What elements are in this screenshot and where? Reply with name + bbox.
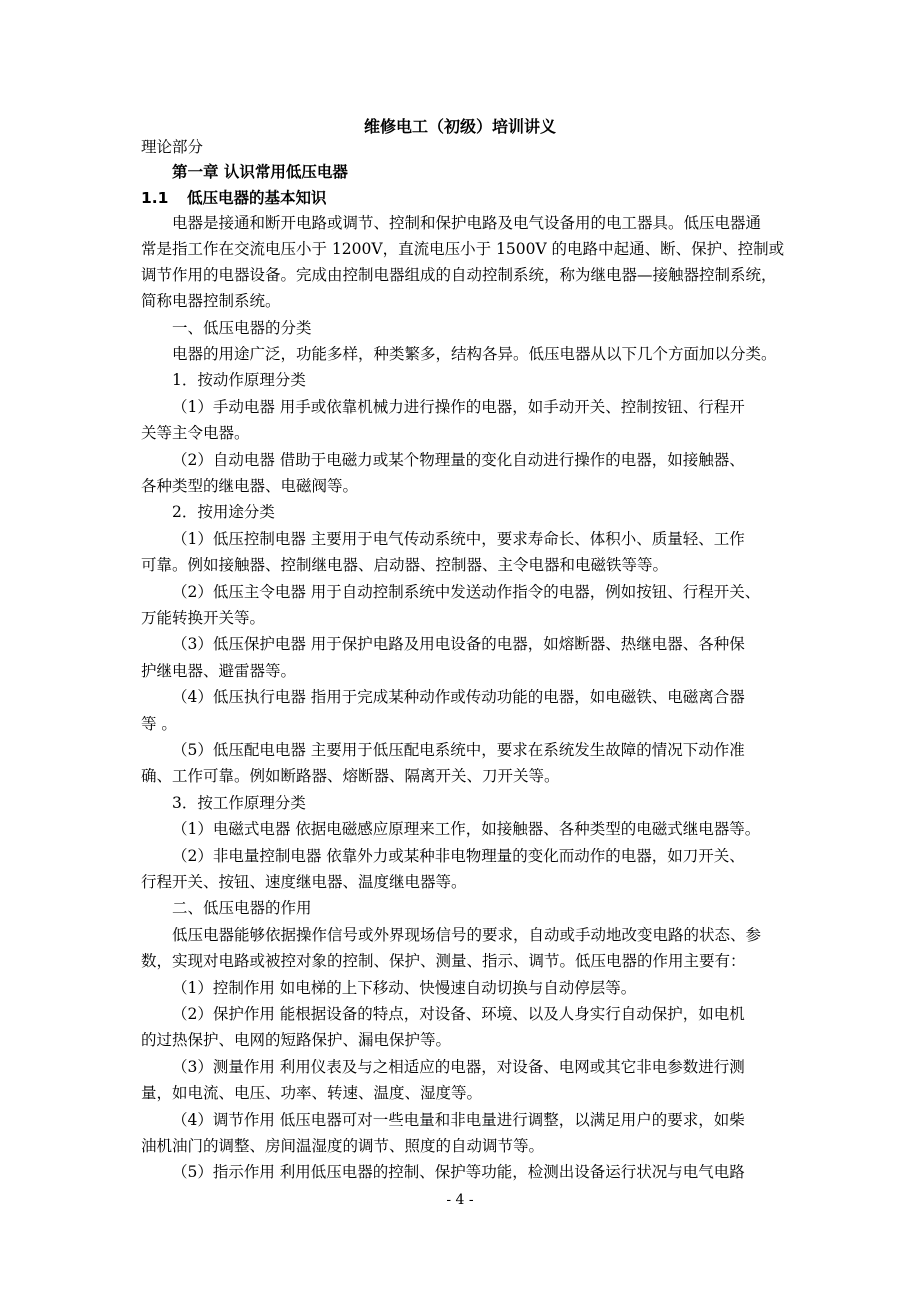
subheading: 二、低压电器的作用: [172, 899, 312, 917]
document-title: 维修电工（初级）培训讲义: [363, 117, 556, 136]
paragraph-line: 电器的用途广泛，功能多样，种类繁多，结构各异。低压电器从以下几个方面加以分类。: [172, 345, 777, 363]
paragraph-line: 关等主令电器。: [141, 424, 250, 442]
paragraph-line: 数，实现对电路或被控对象的控制、保护、测量、指示、调节。低压电器的作用主要有：: [141, 952, 746, 970]
paragraph-line: 低压电器能够依据操作信号或外界现场信号的要求，自动或手动地改变电路的状态、参: [172, 926, 762, 944]
paragraph-line: （3）低压保护电器 用于保护电路及用电设备的电器，如熔断器、热继电器、各种保: [172, 635, 745, 653]
paragraph-line: （3）测量作用 利用仪表及与之相适应的电器，对设备、电网或其它非电参数进行测: [172, 1058, 745, 1076]
paragraph-line: 常是指工作在交流电压小于 1200V，直流电压小于 1500V 的电路中起通、断、保护、控制或: [141, 240, 785, 258]
paragraph-line: 行程开关、按钮、速度继电器、温度继电器等。: [141, 873, 467, 891]
paragraph-line: 护继电器、避雷器等。: [141, 662, 297, 680]
paragraph-line: （2）低压主令电器 用于自动控制系统中发送动作指令的电器，例如按钮、行程开关、: [172, 583, 761, 601]
paragraph-line: 等 。: [141, 715, 177, 733]
paragraph-line: 调节作用的电器设备。完成由控制电器组成的自动控制系统，称为继电器—接触器控制系统，: [141, 266, 777, 284]
paragraph-line: 电器是接通和断开电路或调节、控制和保护电路及电气设备用的电工器具。低压电器通: [172, 214, 762, 232]
paragraph-line: （2）非电量控制电器 依靠外力或某种非电物理量的变化而动作的电器，如刀开关、: [172, 847, 745, 865]
subheading: 1．按动作原理分类: [172, 371, 306, 389]
paragraph-line: 万能转换开关等。: [141, 609, 266, 627]
paragraph-line: 的过热保护、电网的短路保护、漏电保护等。: [141, 1031, 452, 1049]
page-number: - 4 -: [446, 1192, 474, 1208]
paragraph-line: （4）调节作用 低压电器可对一些电量和非电量进行调整，以满足用户的要求，如柴: [172, 1111, 745, 1129]
paragraph-line: （1）电磁式电器 依据电磁感应原理来工作，如接触器、各种类型的电磁式继电器等。: [172, 820, 761, 838]
paragraph-line: 量，如电流、电压、功率、转速、温度、湿度等。: [141, 1084, 483, 1102]
paragraph-line: （1）低压控制电器 主要用于电气传动系统中，要求寿命长、体积小、质量轻、工作: [172, 530, 745, 548]
paragraph-line: 各种类型的继电器、电磁阀等。: [141, 477, 359, 495]
paragraph-line: （2）自动电器 借助于电磁力或某个物理量的变化自动进行操作的电器，如接触器、: [172, 451, 745, 469]
paragraph-line: 确、工作可靠。例如断路器、熔断器、隔离开关、刀开关等。: [141, 767, 560, 785]
chapter-heading: 第一章 认识常用低压电器: [172, 163, 348, 181]
subheading: 2．按用途分类: [172, 503, 275, 521]
subheading: 3．按工作原理分类: [172, 794, 306, 812]
paragraph-line: （5）指示作用 利用低压电器的控制、保护等功能，检测出设备运行状况与电气电路: [172, 1163, 745, 1181]
subheading: 一、低压电器的分类: [172, 319, 312, 337]
paragraph-line: （4）低压执行电器 指用于完成某种动作或传动功能的电器，如电磁铁、电磁离合器: [172, 688, 745, 706]
part-heading: 理论部分: [141, 138, 204, 156]
paragraph-line: （2）保护作用 能根据设备的特点，对设备、环境、以及人身实行自动保护，如电机: [172, 1005, 745, 1023]
paragraph-line: （1）控制作用 如电梯的上下移动、快慢速自动切换与自动停层等。: [172, 979, 637, 997]
paragraph-line: （1）手动电器 用手或依靠机械力进行操作的电器，如手动开关、控制按钮、行程开: [172, 398, 745, 416]
section-number: 1.1: [141, 189, 169, 207]
paragraph-line: 简称电器控制系统。: [141, 292, 281, 310]
paragraph-line: 可靠。例如接触器、控制继电器、启动器、控制器、主令电器和电磁铁等等。: [141, 556, 669, 574]
paragraph-line: 油机油门的调整、房间温湿度的调节、照度的自动调节等。: [141, 1137, 545, 1155]
paragraph-line: （5）低压配电电器 主要用于低压配电系统中，要求在系统发生故障的情况下动作准: [172, 741, 745, 759]
section-title: 低压电器的基本知识: [187, 189, 327, 207]
section-heading: [141, 188, 791, 208]
